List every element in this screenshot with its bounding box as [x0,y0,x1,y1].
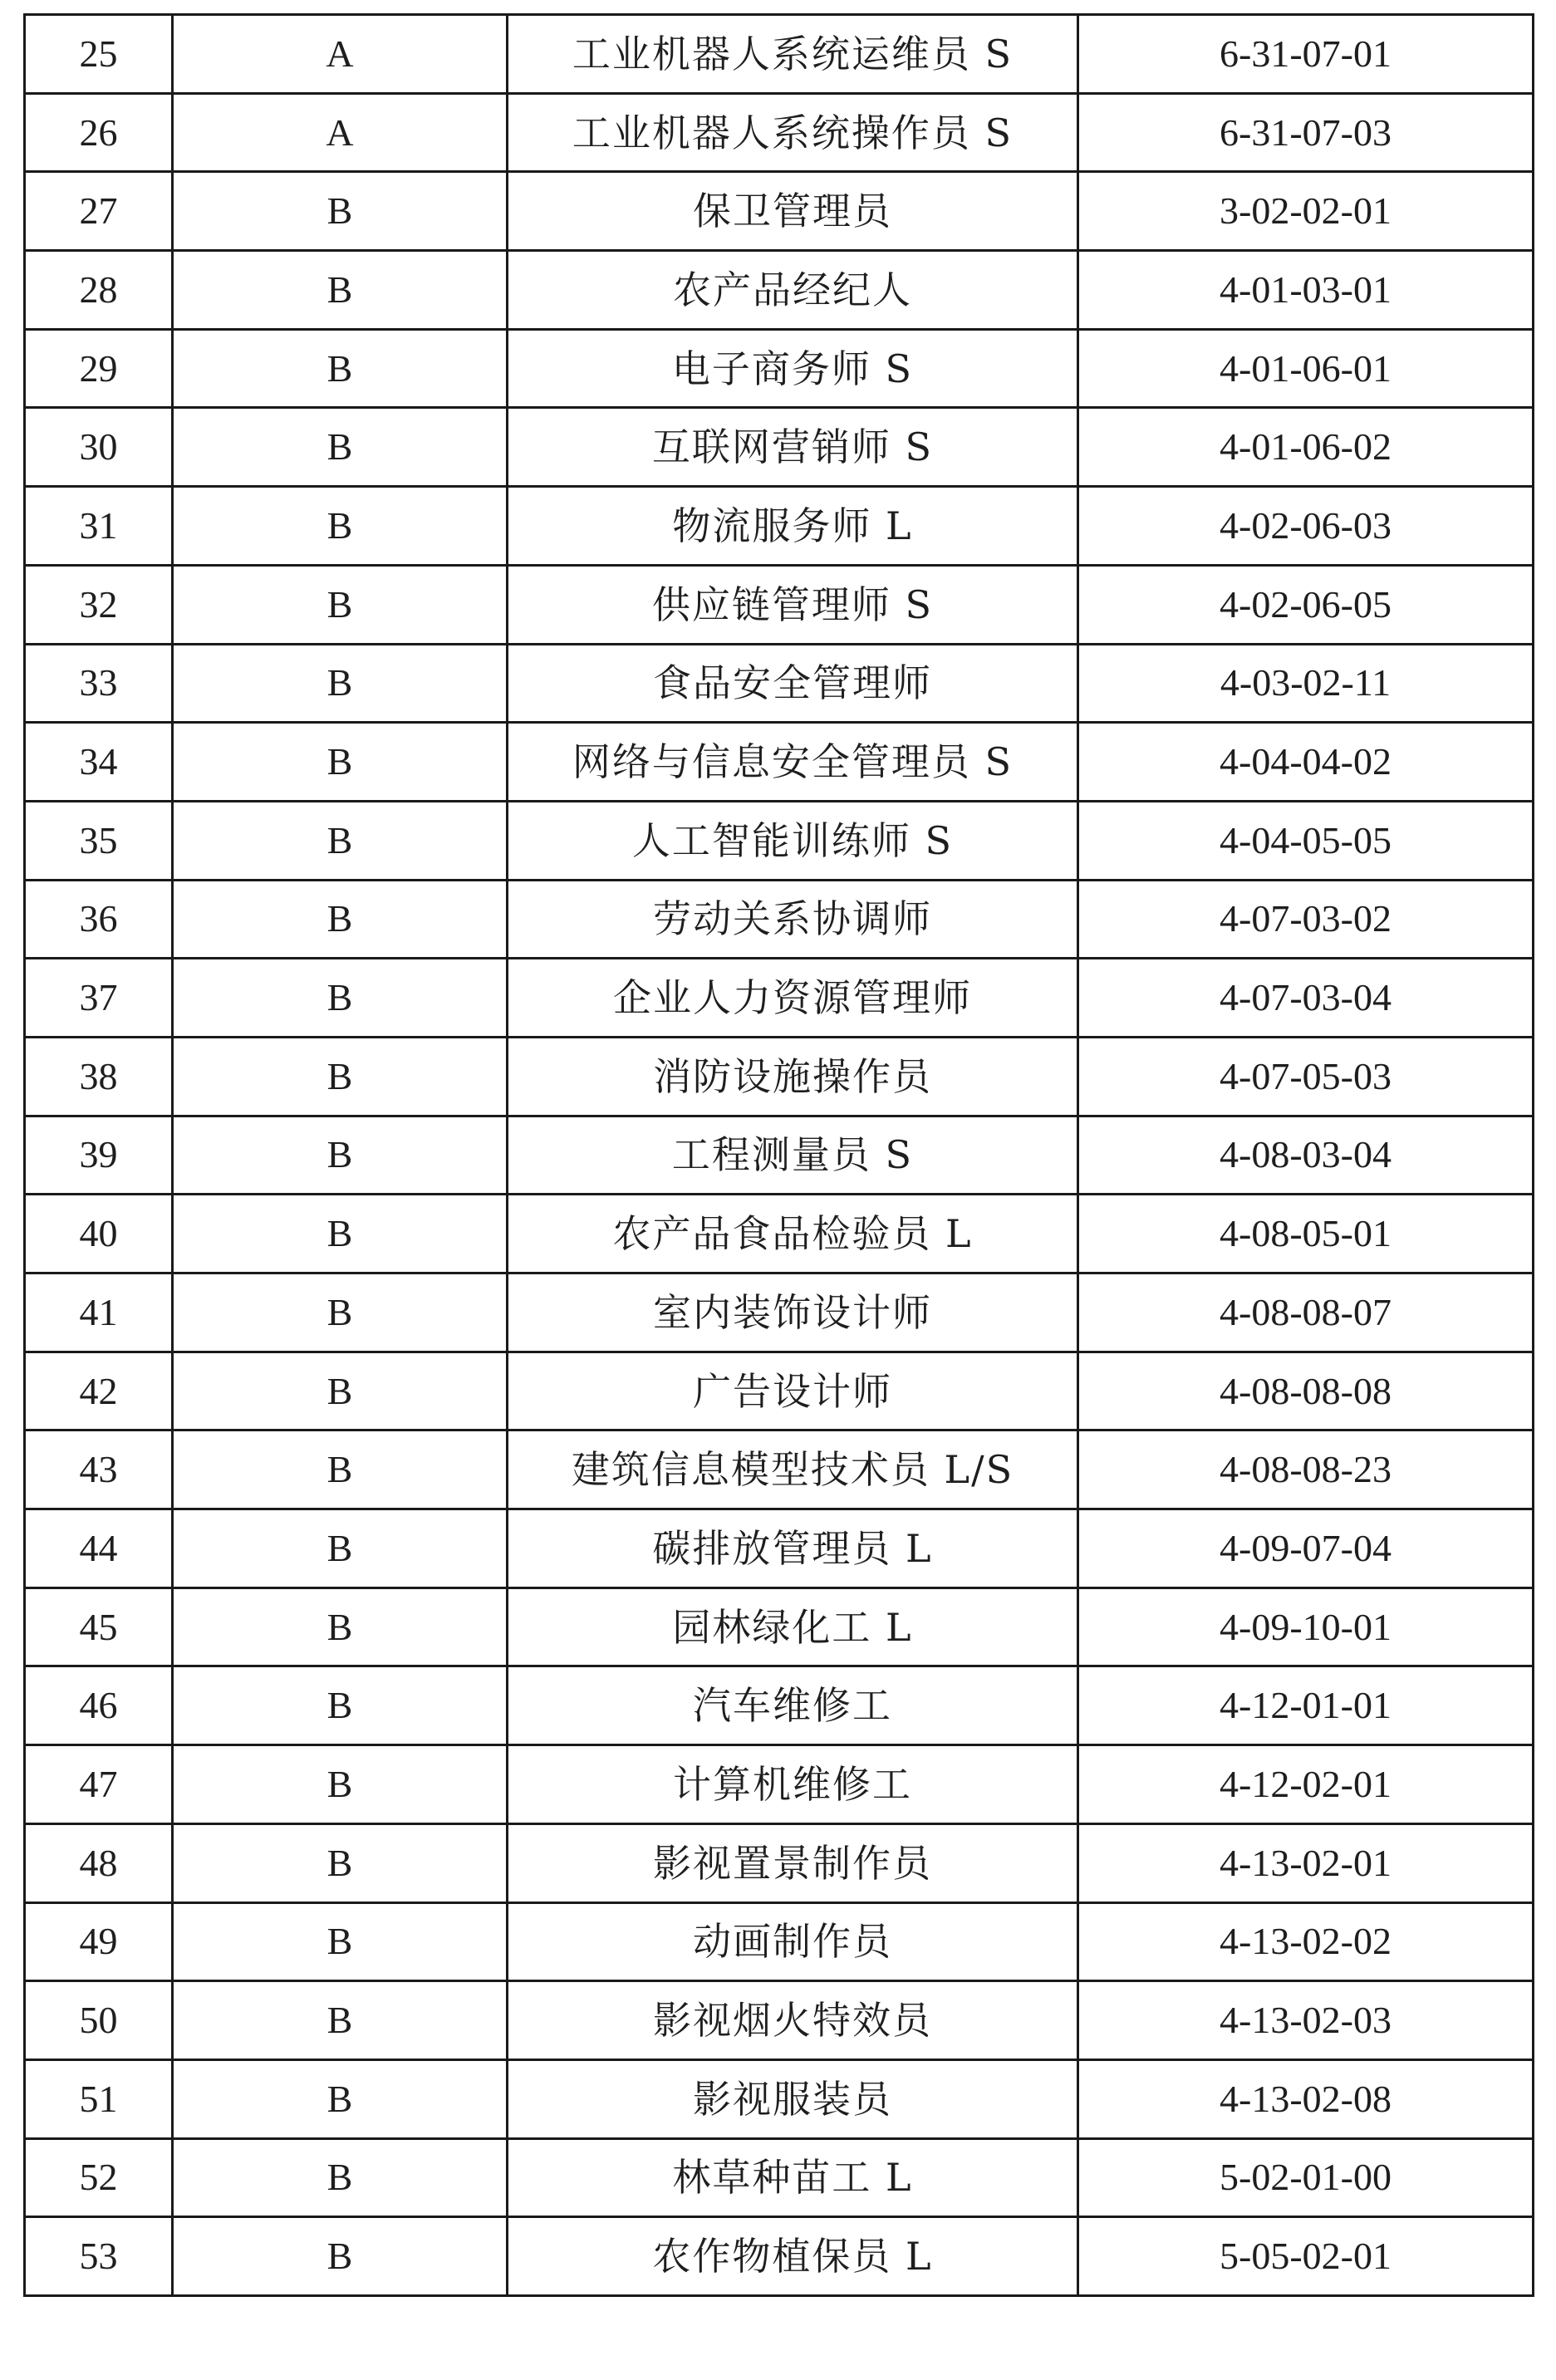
occupation-code-cell: 4-01-06-01 [1078,329,1534,408]
category-cell: A [173,93,508,172]
row-number-cell: 25 [25,15,173,94]
table-row [25,329,1534,408]
table-row [25,1509,1534,1588]
occupation-name-cell: 室内装饰设计师 [508,1273,1078,1352]
occupation-name-cell: 互联网营销师 S [508,408,1078,487]
occupation-name-cell: 劳动关系协调师 [508,880,1078,959]
table-row [25,801,1534,880]
row-number-cell: 42 [25,1352,173,1430]
row-number-cell: 40 [25,1195,173,1273]
row-number-cell: 33 [25,644,173,723]
occupation-name-cell: 工业机器人系统操作员 S [508,93,1078,172]
occupation-name-cell: 人工智能训练师 S [508,801,1078,880]
table-row [25,1195,1534,1273]
row-number-cell: 41 [25,1273,173,1352]
table-row [25,1902,1534,1981]
occupation-name-cell: 动画制作员 [508,1902,1078,1981]
occupation-code-cell: 4-08-03-04 [1078,1116,1534,1195]
occupation-name-cell: 农产品食品检验员 L [508,1195,1078,1273]
table-row [25,15,1534,94]
table-row [25,1823,1534,1902]
occupation-name-cell: 影视置景制作员 [508,1823,1078,1902]
occupation-code-cell: 5-02-01-00 [1078,2138,1534,2217]
occupation-name-cell: 影视烟火特效员 [508,1981,1078,2060]
table-row [25,880,1534,959]
row-number-cell: 50 [25,1981,173,2060]
category-cell: B [173,644,508,723]
occupation-name-cell: 消防设施操作员 [508,1037,1078,1116]
occupation-name-cell: 电子商务师 S [508,329,1078,408]
table-row [25,1430,1534,1509]
row-number-cell: 47 [25,1745,173,1824]
category-cell: B [173,487,508,566]
category-cell: B [173,1587,508,1666]
occupation-code-cell: 4-04-05-05 [1078,801,1534,880]
occupation-name-cell: 林草种苗工 L [508,2138,1078,2217]
category-cell: B [173,2138,508,2217]
category-cell: B [173,1273,508,1352]
row-number-cell: 26 [25,93,173,172]
row-number-cell: 30 [25,408,173,487]
table-body [25,15,1534,2296]
table-row [25,1116,1534,1195]
table-row [25,565,1534,644]
row-number-cell: 34 [25,723,173,802]
row-number-cell: 32 [25,565,173,644]
row-number-cell: 38 [25,1037,173,1116]
occupation-code-cell: 4-13-02-01 [1078,1823,1534,1902]
table-row [25,172,1534,251]
occupation-name-cell: 工业机器人系统运维员 S [508,15,1078,94]
occupation-code-cell: 4-08-08-23 [1078,1430,1534,1509]
category-cell: B [173,408,508,487]
table-row [25,2217,1534,2296]
occupation-code-cell: 4-12-02-01 [1078,1745,1534,1824]
category-cell: B [173,1509,508,1588]
occupation-name-cell: 农产品经纪人 [508,251,1078,330]
category-cell: B [173,801,508,880]
category-cell: B [173,1823,508,1902]
occupation-name-cell: 供应链管理师 S [508,565,1078,644]
occupation-name-cell: 工程测量员 S [508,1116,1078,1195]
row-number-cell: 43 [25,1430,173,1509]
table-row [25,251,1534,330]
occupation-code-cell: 4-09-07-04 [1078,1509,1534,1588]
occupation-code-cell: 4-03-02-11 [1078,644,1534,723]
occupation-name-cell: 广告设计师 [508,1352,1078,1430]
occupation-code-cell: 4-07-03-02 [1078,880,1534,959]
category-cell: B [173,1902,508,1981]
occupation-code-cell: 4-07-05-03 [1078,1037,1534,1116]
occupation-code-cell: 4-09-10-01 [1078,1587,1534,1666]
occupation-code-cell: 4-02-06-03 [1078,487,1534,566]
occupation-code-cell: 6-31-07-01 [1078,15,1534,94]
occupation-code-cell: 6-31-07-03 [1078,93,1534,172]
row-number-cell: 51 [25,2059,173,2138]
table-row [25,1666,1534,1745]
table-row [25,1745,1534,1824]
occupation-name-cell: 计算机维修工 [508,1745,1078,1824]
occupation-name-cell: 碳排放管理员 L [508,1509,1078,1588]
table-row [25,1273,1534,1352]
row-number-cell: 52 [25,2138,173,2217]
category-cell: B [173,565,508,644]
table-row [25,723,1534,802]
occupation-code-cell: 4-08-08-07 [1078,1273,1534,1352]
row-number-cell: 45 [25,1587,173,1666]
occupation-code-cell: 4-13-02-03 [1078,1981,1534,2060]
occupation-name-cell: 农作物植保员 L [508,2217,1078,2296]
row-number-cell: 39 [25,1116,173,1195]
occupation-name-cell: 网络与信息安全管理员 S [508,723,1078,802]
occupation-table [23,13,1534,2297]
category-cell: B [173,251,508,330]
category-cell: B [173,723,508,802]
row-number-cell: 31 [25,487,173,566]
row-number-cell: 37 [25,959,173,1038]
category-cell: B [173,1981,508,2060]
row-number-cell: 36 [25,880,173,959]
occupation-name-cell: 企业人力资源管理师 [508,959,1078,1038]
table-row [25,93,1534,172]
category-cell: A [173,15,508,94]
occupation-code-cell: 4-13-02-08 [1078,2059,1534,2138]
category-cell: B [173,1352,508,1430]
occupation-name-cell: 园林绿化工 L [508,1587,1078,1666]
row-number-cell: 28 [25,251,173,330]
table-row [25,1981,1534,2060]
table-row [25,2059,1534,2138]
occupation-code-cell: 4-13-02-02 [1078,1902,1534,1981]
table-row [25,1352,1534,1430]
occupation-name-cell: 物流服务师 L [508,487,1078,566]
category-cell: B [173,880,508,959]
occupation-code-cell: 4-02-06-05 [1078,565,1534,644]
occupation-code-cell: 4-12-01-01 [1078,1666,1534,1745]
occupation-code-cell: 4-01-06-02 [1078,408,1534,487]
category-cell: B [173,2217,508,2296]
category-cell: B [173,959,508,1038]
occupation-code-cell: 4-07-03-04 [1078,959,1534,1038]
table-row [25,2138,1534,2217]
category-cell: B [173,1037,508,1116]
occupation-code-cell: 4-01-03-01 [1078,251,1534,330]
category-cell: B [173,172,508,251]
table-row [25,487,1534,566]
table-row [25,408,1534,487]
category-cell: B [173,1666,508,1745]
category-cell: B [173,1195,508,1273]
row-number-cell: 46 [25,1666,173,1745]
category-cell: B [173,1745,508,1824]
table-row [25,1587,1534,1666]
occupation-name-cell: 保卫管理员 [508,172,1078,251]
occupation-name-cell: 汽车维修工 [508,1666,1078,1745]
occupation-name-cell: 建筑信息模型技术员 L/S [508,1430,1078,1509]
row-number-cell: 27 [25,172,173,251]
occupation-code-cell: 4-08-08-08 [1078,1352,1534,1430]
occupation-code-cell: 4-04-04-02 [1078,723,1534,802]
category-cell: B [173,1430,508,1509]
occupation-code-cell: 5-05-02-01 [1078,2217,1534,2296]
occupation-code-cell: 3-02-02-01 [1078,172,1534,251]
row-number-cell: 44 [25,1509,173,1588]
row-number-cell: 35 [25,801,173,880]
category-cell: B [173,1116,508,1195]
table-row [25,644,1534,723]
table-row [25,1037,1534,1116]
category-cell: B [173,2059,508,2138]
occupation-name-cell: 食品安全管理师 [508,644,1078,723]
row-number-cell: 49 [25,1902,173,1981]
category-cell: B [173,329,508,408]
occupation-code-cell: 4-08-05-01 [1078,1195,1534,1273]
occupation-name-cell: 影视服装员 [508,2059,1078,2138]
row-number-cell: 53 [25,2217,173,2296]
row-number-cell: 48 [25,1823,173,1902]
table-row [25,959,1534,1038]
row-number-cell: 29 [25,329,173,408]
